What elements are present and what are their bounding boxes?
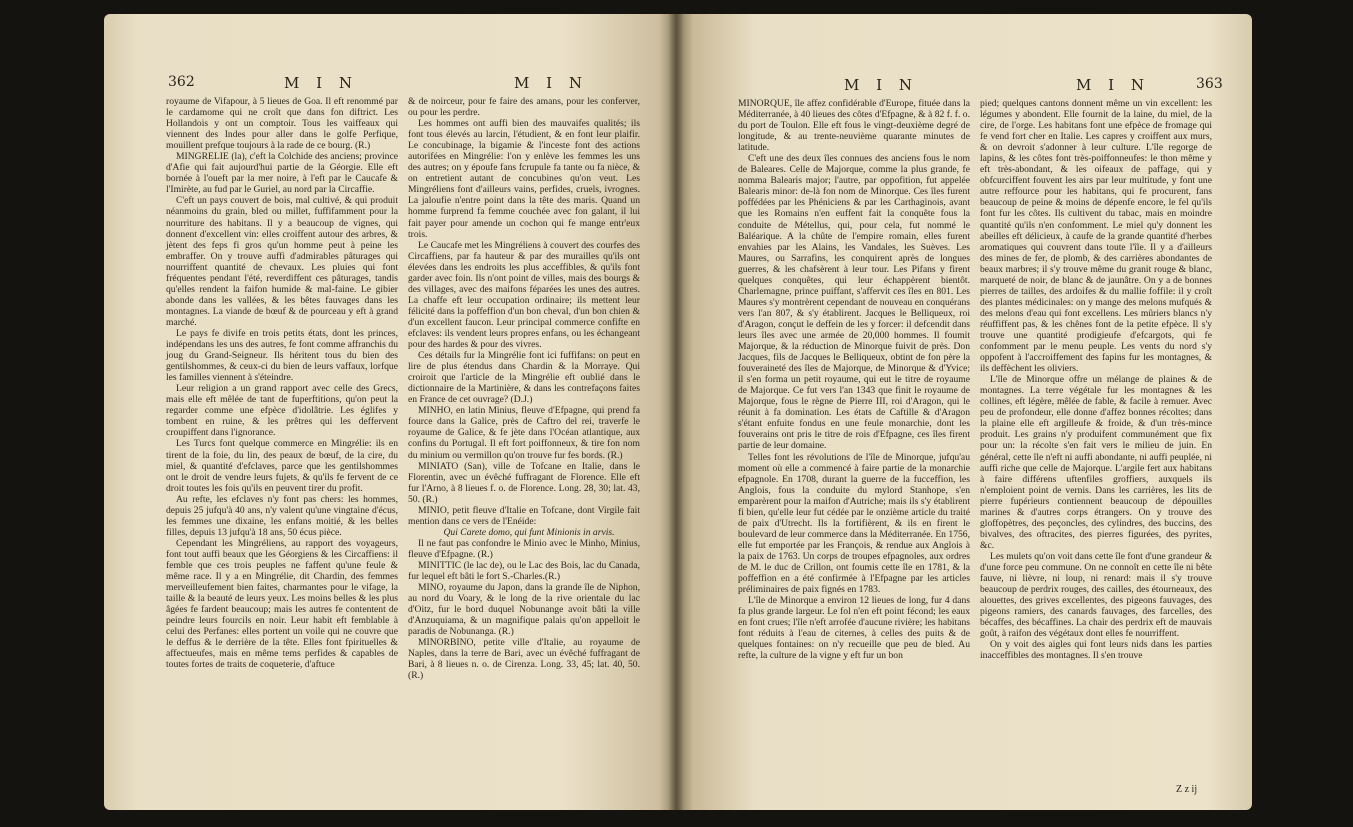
- paragraph: Les mulets qu'on voit dans cette île font d'une grandeur & d'une force peu commune. On ne connoît en cette île ni bête fauve, ni lièvre, ni loup, ni renard: mais il s'y trouve beaucoup de perdrix rouges, des cailles, des étourneaux, des alouettes, des grives excellentes, des pigeons fauvages, des pigeons ramiers, des canards fauvages, des farcelles, des bécaffes, des bécaffines. La chair des perdrix eft de mauvais goût, à raifon des végétaux dont elles fe nourriffent.: [980, 550, 1212, 640]
- paragraph: Les hommes ont auffi bien des mauvaifes qualités; ils font tous élevés au larcin, l'étudient, & en font leur plaifir. Le concubinage, la bigamie & l'inceste font des actions autorifées en Mingrélie: l'on y enlève les femmes les uns des autres; on y époufe fans fcrupule fa tante ou fa nièce, & on entretient autant de concubines qu'on veut. Les Mingréliens font d'ailleurs vains, perfides, cruels, ivrognes. La jaloufie n'entre point dans la tête des maris. Quand un homme furprend fa femme couchée avec fon galant, il lui fait payer pour amende un cochon qui fe mange entr'eux trois.: [408, 118, 640, 240]
- paragraph: Telles font les révolutions de l'île de Minorque, jufqu'au moment où elle a commencé à faire partie de la monarchie efpagnole. En 1708, durant la guerre de la fucceffion, les Anglois, fous la conduite du mylord Stanhope, s'en emparèrent pour la maifon d'Autriche; mais ils s'y établirent fi bien, qu'elle leur fut cédée par le onzième article du traité de paix d'Utrecht. Ils la fortifièrent, & ils en firent le boulevard de leur commerce dans la Méditerranée. En 1756, elle fut emportée par les François, & rendue aux Anglois à la paix de 1763. Un corps de troupes efpagnoles, aux ordres de M. le duc de Crillon, ont foumis cette île en 1781, & la poffeffion en a été confirmée à l'Efpagne par les articles préliminaires de paix fignés en 1783.: [738, 451, 970, 596]
- paragraph: Cependant les Mingréliens, au rapport des voyageurs, font tout auffi beaux que les Géorgiens & les Circaffiens: il femble que ces trois peuples ne faffent qu'une feule & même race. Il y a en Mingrélie, dit Chardin, des femmes merveilleufement bien faites, charmantes pour le vifage, la taille & la beauté de leurs yeux. Les moins belles & les plus âgées fe fardent beaucoup; mais les autres fe contentent de peindre leurs fourcils en noir. Leur habit eft femblable à celui des Perfanes: elles portent un voile qui ne couvre que le deffus & le derrière de la tête. Elles font fpirituelles & affectueufes, mais en même tems perfides & capables de toutes fortes de traits de coqueterie, d'aftuce: [166, 537, 398, 671]
- left-running-head-1: M I N: [284, 74, 358, 92]
- paragraph: Leur religion a un grand rapport avec celle des Grecs, mais elle eft mêlée de tant de fuperftitions, qu'on peut la regarder comme une efpèce d'idolâtrie. Les églifes y tombent en ruine, & les prêtres qui les deffervent croupiffent dans l'ignorance.: [166, 383, 398, 439]
- right-running-head-1: M I N: [844, 76, 918, 94]
- signature-mark: Z z ij: [1176, 784, 1198, 795]
- paragraph: & de noirceur, pour fe faire des amans, pour les conferver, ou pour les perdre.: [408, 96, 640, 119]
- right-column-1: [738, 98, 970, 661]
- left-page-number: 362: [168, 74, 195, 90]
- paragraph: MINGRELIE (la), c'eft la Colchide des anciens; province d'Afie qui fait aujourd'hui partie de la Géorgie. Elle eft bornée à l'oueft par la mer noire, à l'eft par le Caucafe & l'Imirète, au fud par le Guriel, au nord par la Circaffie.: [166, 151, 398, 196]
- paragraph: MINORQUE, île affez confidérable d'Europe, fituée dans la Méditerranée, à 40 lieues des côtes d'Efpagne, & à 82 f. f. o. du port de Toulon. Elle eft fous le vingt-deuxième degré de longitude, & au trente-neuvième quarante minutes de latitude.: [738, 98, 970, 154]
- paragraph: MINO, royaume du Japon, dans la grande île de Niphon, au nord du Voary, & le long de la rive orientale du lac d'Oitz, fur le bord duquel Nobunange avoit bâti la ville d'Anzuquiama, & un magnifique palais qu'on appelloit le paradis de Nobunanga. (R.): [408, 582, 640, 638]
- paragraph: L'île de Minorque a environ 12 lieues de long, fur 4 dans fa plus grande largeur. Le fol n'en eft point fécond; les eaux en font crues; l'île n'eft arrofée d'aucune rivière; les habitans font réduits à l'eau de citernes, à celles des puits & de quelques fontaines: on n'y recueille que peu de bled. Au refte, la culture de la vigne y eft fur un bon: [738, 595, 970, 662]
- paragraph: Il ne faut pas confondre le Minio avec le Minho, Minius, fleuve d'Efpagne. (R.): [408, 537, 640, 560]
- left-running-head-2: M I N: [514, 74, 588, 92]
- paragraph: C'eft une des deux îles connues des anciens fous le nom de Baleares. Celle de Majorque, comme la plus grande, fe nomma Balearis major; l'autre, par oppofition, fut appelée Balearis minor: de-là fon nom de Minorque. Ces îles furent poffédées par les Phéniciens & par les Carthaginois, avant que les Romains n'en euffent fait la conquête fous la conduite de Métellus, qui, pour cela, fut nommé le Baléarique. A la chûte de l'empire romain, elles furent envahies par les Alains, les Vandales, les Suèves. Les Maures, ou Sarrafins, les conquirent après de longues guerres, & les chafsèrent à leur tour. Les Pifans y firent quelques conquêtes, qui leur échappèrent bientôt. Charlemagne, prince puiffant, s'affervit ces îles en 801. Les Maures s'y montrèrent cependant de nouveau en conquérans vers l'an 807, & s'y établirent. Jacques le Belliqueux, roi d'Aragon, conçut le deffein de les y forcer: il defcendit dans leurs îles avec une armée de 20,000 hommes. Il foumit Majorque, & la réduction de Minorque fuivit de près. Don Jacques, fils de Jacques le Belliqueux, obtint de fon père la fouveraineté des îles de Majorque, de Minorque & d'Yvice; il s'en forma un petit royaume, qui eut le titre de royaume de Majorque. Ce fut vers l'an 1343 que finit le royaume de Majorque, fous le règne de Pierre III, roi d'Aragon, qui le réunit à fa domination. Les états de Caftille & d'Aragon s'étant enfuite fondus en une feule monarchie, dont les fouverains ont pris le titre de rois d'Efpagne, ces îles firent partie de leur domaine.: [738, 153, 970, 452]
- paragraph: C'eft un pays couvert de bois, mal cultivé, & qui produit néanmoins du grain, bled ou millet, fuffifamment pour la nourriture des habitans. Il y a beaucoup de vignes, qui donnent d'excellent vin: elles croiffent autour des arbres, & jètent des feps fi gros qu'un homme peut à peine les embraffer. On y trouve auffi d'admirables pâturages qui nourriffent quantité de chevaux. Les pluies qui font fréquentes pendant l'été, reverdiffent ces pâturages, tandis qu'elles rendent la faifon humide & mal-faine. Le gibier abonde dans les vallées, & les bêtes fauvages dans les montagnes. La viande de bœuf & de pourceau y eft à grand marché.: [166, 195, 398, 328]
- verse-quote: Qui Carete domo, qui funt Minionis in arvis.: [443, 526, 615, 538]
- paragraph: royaume de Vifapour, à 5 lieues de Goa. Il eft renommé par le cardamome qui ne croît que dans fon diftrict. Les Hollandois y ont un comptoir. Tous les vaiffeaux qui viennent des Indes pour aller dans le golfe Perfique, mouillent prefque toujours à la rade de ce bourg. (R.): [166, 96, 398, 152]
- paragraph: Ces détails fur la Mingrélie font ici fuffifans: on peut en lire de plus étendus dans Chardin & la Morraye. Qui croiroit que l'article de la Mingrélie eft oublié dans le dictionnaire de la Martinière, & dans les contrefaçons faites en France de cet ouvrage? (D.J.): [408, 350, 640, 406]
- paragraph: MINIATO (San), ville de Tofcane en Italie, dans le Florentin, avec un évêché fuffragant de Florence. Elle eft fur l'Arno, à 8 lieues f. o. de Florence. Long. 28, 30; lat. 43, 50. (R.): [408, 460, 640, 505]
- paragraph: Au refte, les efclaves n'y font pas chers: les hommes, depuis 25 jufqu'à 40 ans, n'y valent qu'une vingtaine d'écus, les femmes une dixaine, les enfans moitié, & les belles filles, depuis 13 jufqu'à 18 ans, 50 écus pièce.: [166, 493, 398, 538]
- book-gutter: [668, 14, 684, 810]
- paragraph: Le pays fe divife en trois petits états, dont les princes, indépendans les uns des autres, fe font comme affranchis du joug du Grand-Seigneur. Ils héritent tous du bien des gentilshommes, & ceux-ci du bien de leurs vaffaux, lorfque les familles viennent à s'éteindre.: [166, 327, 398, 384]
- paragraph: MINIO, petit fleuve d'Italie en Tofcane, dont Virgile fait mention dans ce vers de l'Enéide:: [408, 504, 640, 527]
- paragraph: Les Turcs font quelque commerce en Mingrélie: ils en tirent de la foie, du lin, des peaux de bœuf, de la cire, du miel, & quantité d'efclaves, parce que les gentilshommes ont le droit de vendre leurs fujets, & qu'ils fe fervent de ce droit toutes les fois qu'ils en peuvent tirer du profit.: [166, 438, 398, 494]
- paragraph: pied; quelques cantons donnent même un vin excellent: les légumes y abondent. Elle fournit de la laine, du miel, de la cire, de l'orge. Les habitans font une efpèce de fromage qui fe vend fort cher en Italie. Les capres y croiffent aux murs, & on devroit s'adonner à leur culture. L'île regorge de lapins, & les côtes font très-poiffonneufes: le thon même y eft très-abondant, & les oifeaux de paffage, qui y obfcurciffent fouvent les airs par leur multitude, y font une autre reffource pour les habitans, qui fe procurent, fans beaucoup de peine & moins de dépenfe encore, le fel qu'ils font fur les côtes. Ils cultivent du tabac, mais en moindre quantité qu'ils n'en confomment. Le miel qu'y donnent les abeilles eft délicieux, à caufe de la grande quantité d'herbes aromatiques qui couvrent dans toute l'île. Il y a d'ailleurs des mines de fer, de plomb, & des carrières abondantes de beaux marbres; il s'y trouve même du granit rouge & blanc, marqueté de noir, de blanc & de jaunâtre. On y a de bonnes pierres de tailles, des ardoifes & du mallie foffile: il y croît des plantes médicinales: on y mange des melons mufqués & des melons d'eau qui font excellens. Les mûriers blancs n'y réuffiffent pas, & les chênes font de la petite efpèce. Il s'y trouve une quantité prodigieufe d'efcargots, qui fe confomment par le menu peuple. Les vents du nord s'y oppofent à l'accroiffement des fapins fur les montagnes, & ils deffèchent les oliviers.: [980, 98, 1212, 375]
- right-column-2: [980, 98, 1212, 661]
- paragraph: L'île de Minorque offre un mélange de plaines & de montagnes. La terre végétale fur les montagnes & les collines, eft légère, mêlée de fable, & facile à remuer. Avec peu de profondeur, elle donne d'affez bonnes récoltes; dans la plaine elle eft argilleufe & froide, & d'un très-mince produit. Les grains n'y produifent communément que fix pour un: la récolte s'en fait vers le milieu de juin. En général, cette île n'eft ni auffi abondante, ni auffi peuplée, ni auffi riche que celle de Majorque. L'argile fert aux habitans à faire différens uftenfiles groffiers, auxquels ils n'emploient point de vernis. Dans les carrières, les lits de pierre fupérieurs contiennent beaucoup de dépouilles marines & d'autres corps étrangers. On y trouve des gloffopètres, des peçoncles, des cylindres, des buccins, des bivalves, des oftracites, des pierres figurées, des pyrites, &c.: [980, 374, 1212, 551]
- paragraph: Le Caucafe met les Mingréliens à couvert des courfes des Circaffiens, par fa hauteur & par des murailles qu'ils ont élevées dans les endroits les plus acceffibles, & qu'ils font garder avec foin. Ils n'ont point de villes, mais des bourgs & des villages, avec des maifons féparées les unes des autres. La chaffe eft leur occupation ordinaire; ils mettent leur félicité dans la poffeffion d'un bon cheval, d'un bon chien & d'un excellent faucon. Leur principal commerce confifte en efclaves: ils vendent leurs propres enfans, ou les échangeant pour des hardes & pour des vivres.: [408, 239, 640, 351]
- paragraph: On y voit des aigles qui font leurs nids dans les parties inacceffibles des montagnes. Il s'en trouve: [980, 639, 1212, 662]
- right-running-head-2: M I N: [1076, 76, 1150, 94]
- paragraph: MINORBINO, petite ville d'Italie, au royaume de Naples, dans la terre de Bari, avec un évêché fuffragant de Bari, à 8 lieues n. o. de Cirenza. Long. 33, 45; lat. 40, 50. (R.): [408, 637, 640, 682]
- paragraph: MINITTIC (le lac de), ou le Lac des Bois, lac du Canada, fur lequel eft bâti le fort S.-Charles.(R.): [408, 559, 640, 583]
- left-column-1: [166, 96, 398, 670]
- paragraph: MINHO, en latin Minius, fleuve d'Efpagne, qui prend fa fource dans la Galice, près de Caftro del rei, traverfe le royaume de Galice, & fe jète dans l'Océan atlantique, aux confins du Portugal. Il eft fort poiffonneux, & tire fon nom du minium ou vermillon qu'on trouve fur fes bords. (R.): [408, 405, 640, 461]
- right-page: [676, 14, 1252, 810]
- right-page-number: 363: [1196, 76, 1223, 92]
- left-page: [104, 14, 676, 810]
- left-column-2: [408, 96, 640, 681]
